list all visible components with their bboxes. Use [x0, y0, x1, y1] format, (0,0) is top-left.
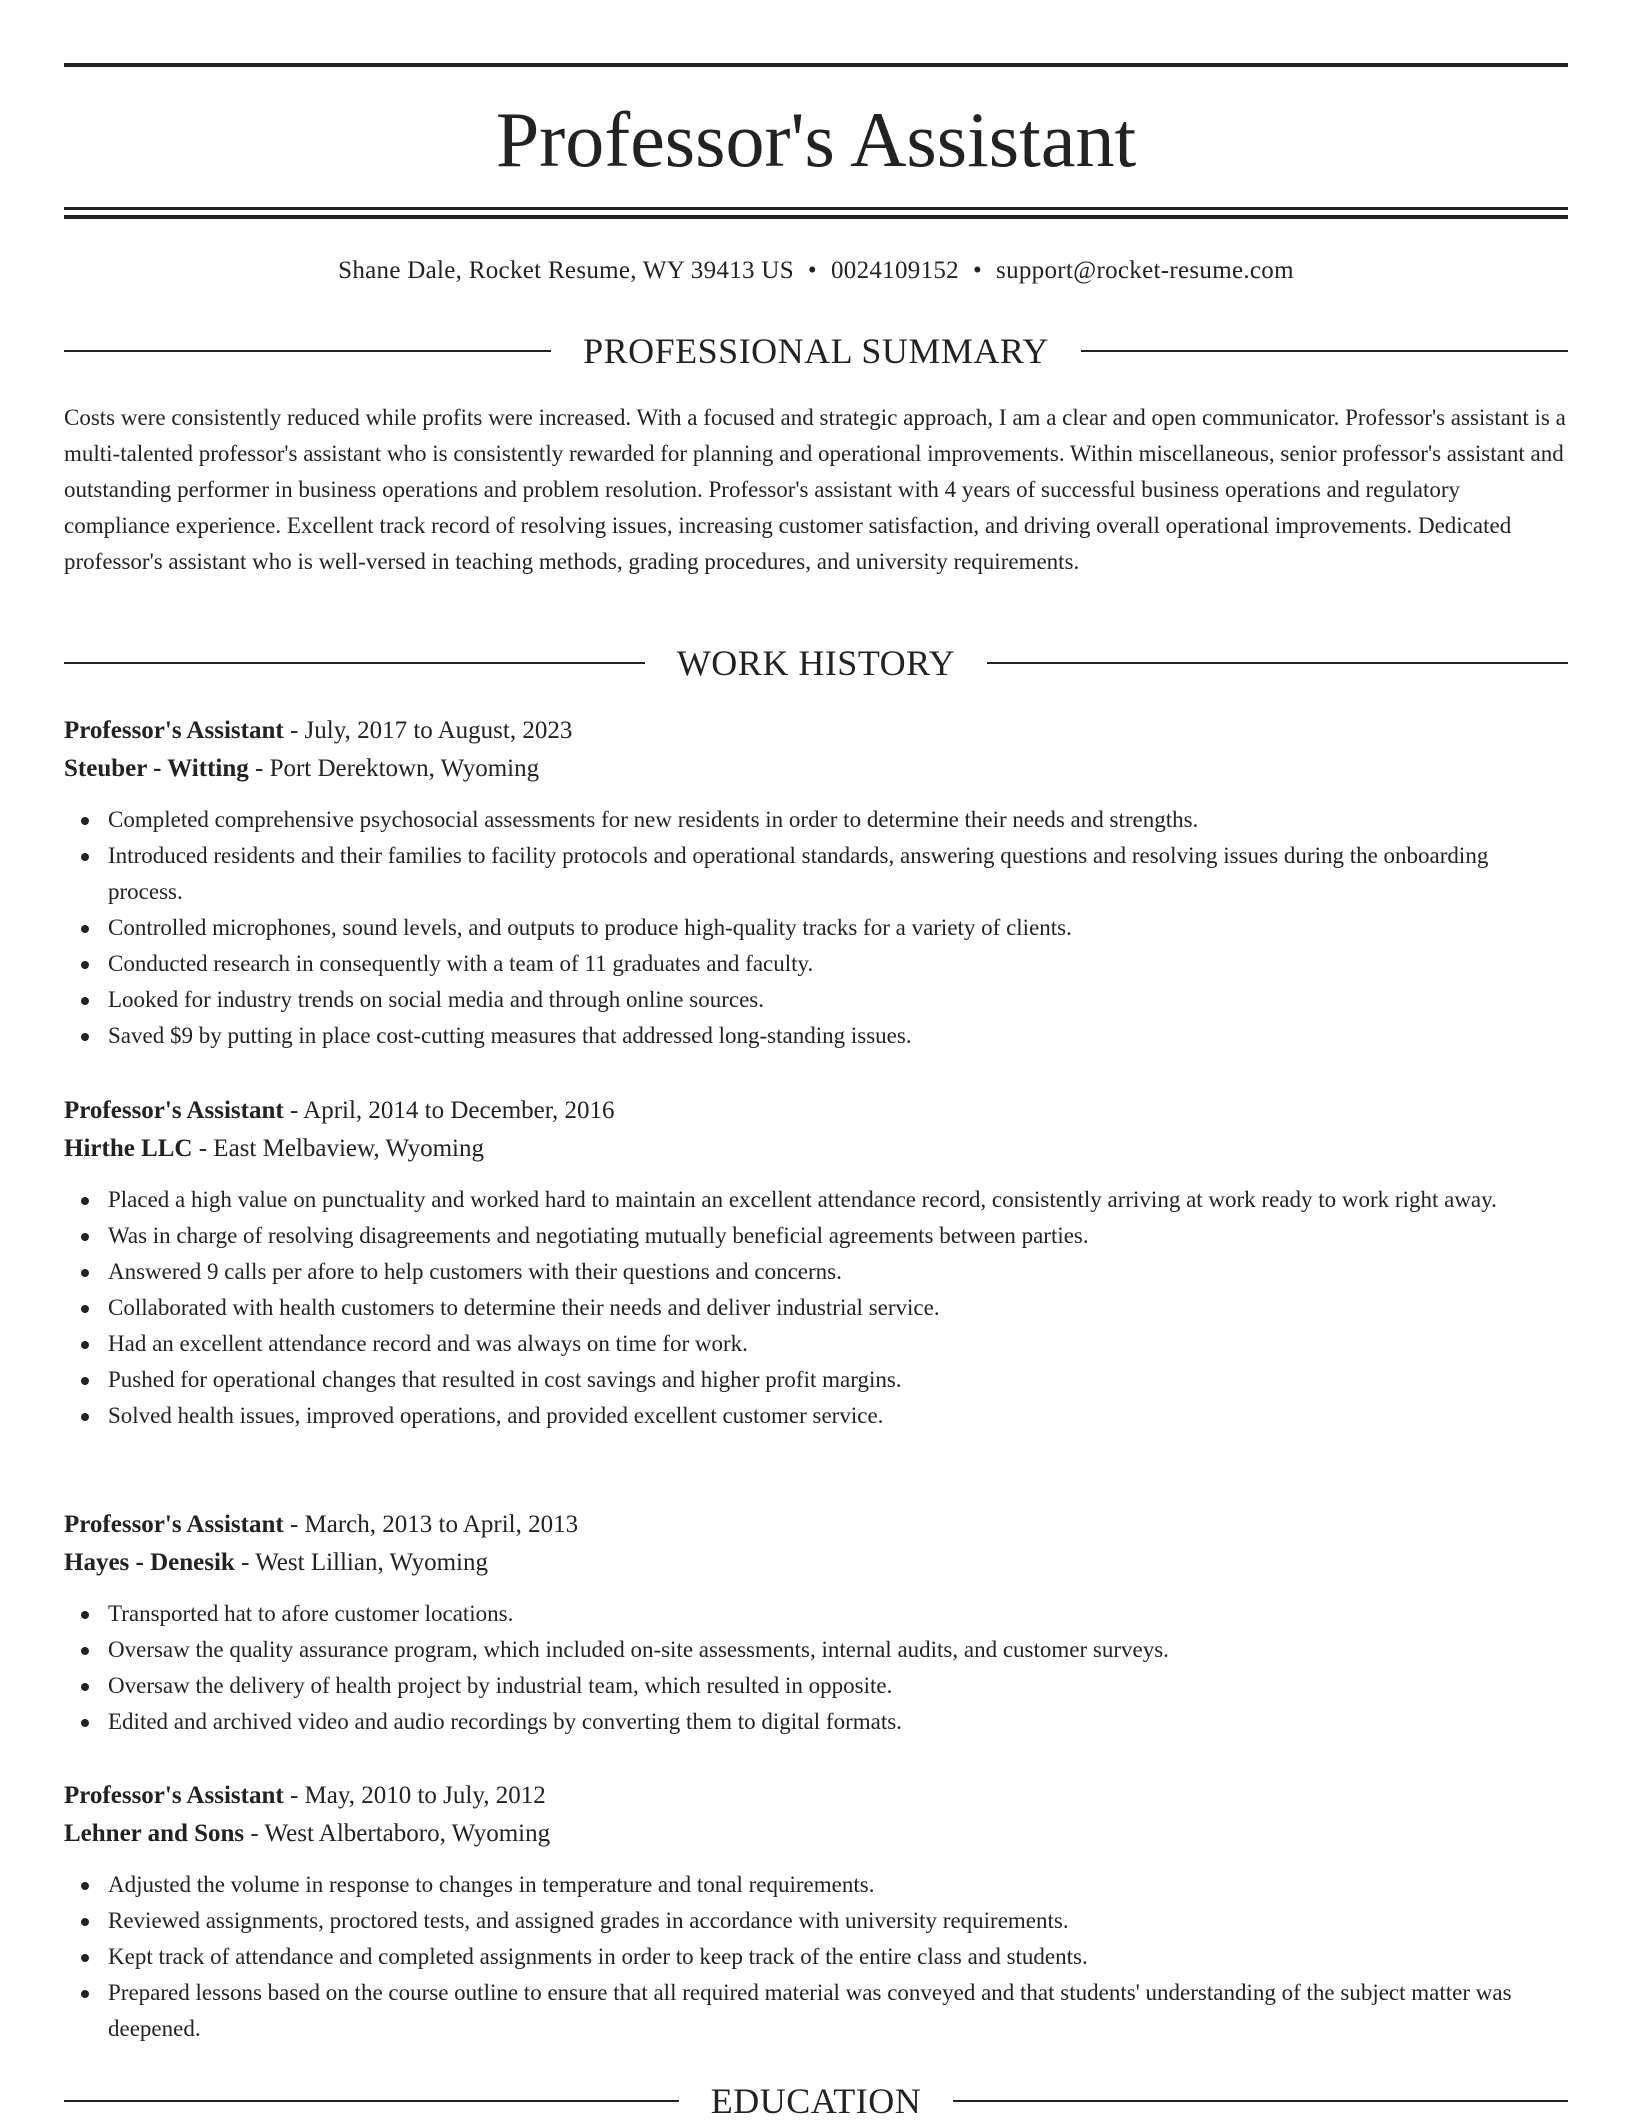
- job-dates: - April, 2014 to December, 2016: [283, 1097, 615, 1124]
- job-role: Professor's Assistant: [64, 1097, 284, 1124]
- job-company: Hirthe LLC: [64, 1135, 193, 1162]
- job-title-line: [64, 1506, 1568, 1544]
- title-rule-lower: [64, 215, 1568, 219]
- job-dates: - May, 2010 to July, 2012: [283, 1782, 546, 1809]
- bullet-item: Solved health issues, improved operations, and provided excellent customer service.: [64, 1398, 1568, 1434]
- job-location: - East Melbaview, Wyoming: [192, 1135, 484, 1162]
- job-title-line: [64, 1777, 1568, 1815]
- bullet-item: Edited and archived video and audio recordings by converting them to digital formats.: [64, 1704, 1568, 1740]
- job-bullets: [64, 1596, 1568, 1740]
- job-role: Professor's Assistant: [64, 1782, 284, 1809]
- contact-phone: 0024109152: [830, 257, 959, 284]
- job-company-line: [64, 750, 1568, 788]
- bullet-item: Oversaw the delivery of health project by industrial team, which resulted in opposite.: [64, 1668, 1568, 1704]
- job-entry: [64, 1777, 1568, 2047]
- heading-rule: [987, 662, 1568, 664]
- job-entry: [64, 712, 1568, 1054]
- bullet-item: Prepared lessons based on the course outline to ensure that all required material was conveyed and that students' understanding of the subject matter was deepened.: [64, 1975, 1568, 2047]
- contact-email: support@rocket-resume.com: [996, 257, 1294, 284]
- job-bullets: [64, 1182, 1568, 1434]
- heading-rule: [64, 2100, 679, 2102]
- job-role: Professor's Assistant: [64, 1511, 284, 1538]
- top-rule: [64, 63, 1568, 67]
- bullet-item: Saved $9 by putting in place cost-cutting measures that addressed long-standing issues.: [64, 1018, 1568, 1054]
- section-heading-work-history: [64, 640, 1568, 686]
- contact-separator: •: [972, 257, 983, 284]
- heading-rule: [64, 662, 645, 664]
- job-dates: - July, 2017 to August, 2023: [283, 717, 573, 744]
- bullet-item: Kept track of attendance and completed assignments in order to keep track of the entire class and students.: [64, 1939, 1568, 1975]
- job-company: Steuber - Witting: [64, 755, 249, 782]
- section-heading-label: EDUCATION: [710, 2081, 922, 2121]
- bullet-item: Reviewed assignments, proctored tests, and assigned grades in accordance with university requirements.: [64, 1903, 1568, 1939]
- bullet-item: Had an excellent attendance record and was always on time for work.: [64, 1326, 1568, 1362]
- summary-paragraph: Costs were consistently reduced while profits were increased. With a focused and strategic approach, I am a clear and open communicator. Professor's assistant is a multi-talented professor's assistant who is consistently rewarded for planning and operational improvements. Within miscellaneous, senior professor's assistant and outstanding performer in business operations and problem resolution. Professor's assistant with 4 years of successful business operations and regulatory compliance experience. Excellent track record of resolving issues, increasing customer satisfaction, and driving overall operational improvements. Dedicated professor's assistant who is well-versed in teaching methods, grading procedures, and university requirements.: [64, 405, 1566, 574]
- job-company-line: [64, 1815, 1568, 1853]
- job-bullets: [64, 802, 1568, 1054]
- bullet-item: Looked for industry trends on social media and through online sources.: [64, 982, 1568, 1018]
- bullet-item: Adjusted the volume in response to changes in temperature and tonal requirements.: [64, 1867, 1568, 1903]
- heading-rule: [64, 350, 551, 352]
- heading-rule: [953, 2100, 1568, 2102]
- job-location: - Port Derektown, Wyoming: [248, 755, 540, 782]
- resume-title: Professor's Assistant: [495, 96, 1137, 183]
- bullet-item: Collaborated with health customers to determine their needs and deliver industrial service.: [64, 1290, 1568, 1326]
- bullet-item: Introduced residents and their families to facility protocols and operational standards, answering questions and resolving issues during the onboarding process.: [64, 838, 1568, 910]
- job-title-line: [64, 712, 1568, 750]
- section-heading-label: WORK HISTORY: [676, 643, 956, 683]
- bullet-item: Completed comprehensive psychosocial assessments for new residents in order to determine their needs and strengths.: [64, 802, 1568, 838]
- title-rule-upper: [64, 207, 1568, 210]
- bullet-item: Oversaw the quality assurance program, which included on-site assessments, internal audits, and customer surveys.: [64, 1632, 1568, 1668]
- contact-address: Shane Dale, Rocket Resume, WY 39413 US: [338, 257, 794, 284]
- job-entry: [64, 1506, 1568, 1740]
- job-bullets: [64, 1867, 1568, 2047]
- bullet-item: Was in charge of resolving disagreements and negotiating mutually beneficial agreements between parties.: [64, 1218, 1568, 1254]
- job-title-line: [64, 1092, 1568, 1130]
- section-heading-label: PROFESSIONAL SUMMARY: [583, 331, 1049, 371]
- section-heading-education: [64, 2078, 1568, 2124]
- bullet-item: Placed a high value on punctuality and worked hard to maintain an excellent attendance record, consistently arriving at work ready to work right away.: [64, 1182, 1568, 1218]
- contact-separator: •: [807, 257, 817, 284]
- job-company: Hayes - Denesik: [64, 1549, 235, 1576]
- job-dates: - March, 2013 to April, 2013: [283, 1511, 579, 1538]
- heading-rule: [1081, 350, 1568, 352]
- bullet-item: Transported hat to afore customer locations.: [64, 1596, 1568, 1632]
- contact-line: [64, 254, 1568, 288]
- bullet-item: Controlled microphones, sound levels, and outputs to produce high-quality tracks for a variety of clients.: [64, 910, 1568, 946]
- bullet-item: Conducted research in consequently with a team of 11 graduates and faculty.: [64, 946, 1568, 982]
- job-location: - West Lillian, Wyoming: [234, 1549, 489, 1576]
- job-company: Lehner and Sons: [64, 1820, 245, 1847]
- job-role: Professor's Assistant: [64, 717, 284, 744]
- job-company-line: [64, 1130, 1568, 1168]
- job-company-line: [64, 1544, 1568, 1582]
- section-heading-summary: [64, 328, 1568, 374]
- bullet-item: Pushed for operational changes that resulted in cost savings and higher profit margins.: [64, 1362, 1568, 1398]
- bullet-item: Answered 9 calls per afore to help customers with their questions and concerns.: [64, 1254, 1568, 1290]
- job-location: - West Albertaboro, Wyoming: [244, 1820, 551, 1847]
- job-entry: [64, 1092, 1568, 1434]
